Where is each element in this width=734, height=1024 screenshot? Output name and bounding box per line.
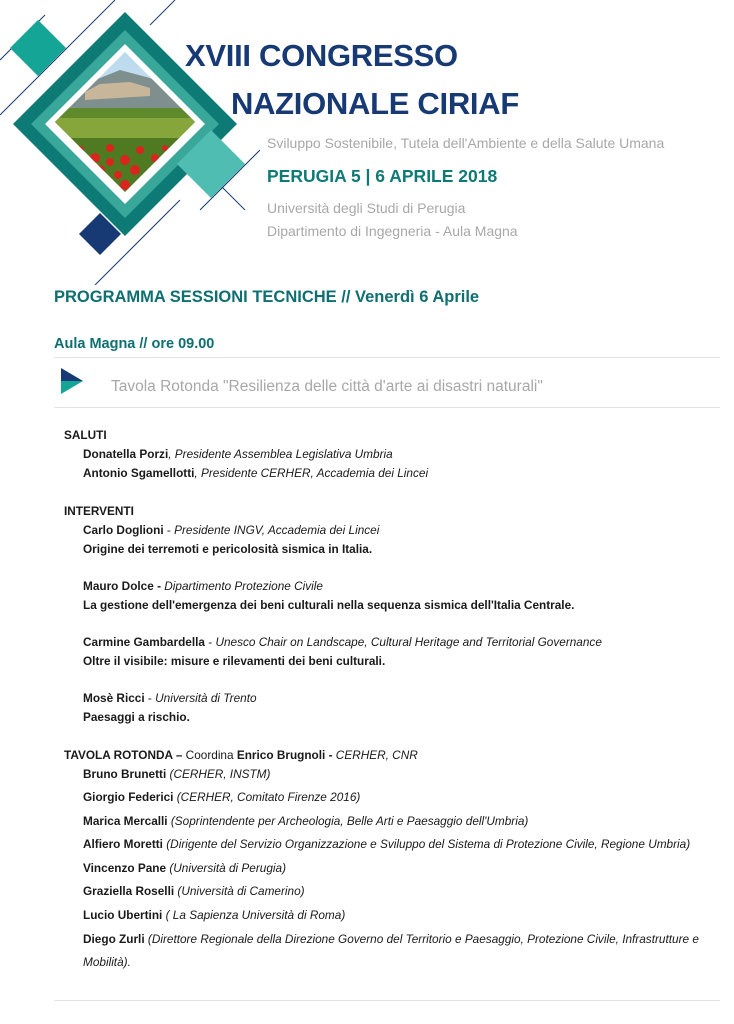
list-item: [83, 523, 379, 537]
talk-title: Origine dei terremoti e pericolosità sismica in Italia.: [83, 542, 373, 556]
separator: -: [204, 635, 216, 649]
list-item: [83, 884, 305, 898]
panelist-name: Marica Mercalli: [83, 814, 168, 828]
talk-title: Paesaggi a rischio.: [83, 710, 190, 724]
panelist-name: Diego Zurli: [83, 932, 145, 946]
list-item: [83, 908, 345, 922]
speaker-name: Mosè Ricci: [83, 691, 145, 705]
speaker-name: Antonio Sgamellotti: [83, 466, 195, 480]
separator: -: [163, 523, 175, 537]
talk-title: Oltre il visibile: misure e rilevamenti dei beni culturali.: [83, 654, 386, 668]
list-item: [83, 466, 428, 480]
panelist-name: Giorgio Federici: [83, 790, 174, 804]
list-item: [83, 861, 286, 875]
divider: [54, 407, 720, 408]
list-item: [83, 932, 699, 946]
coordinator-affiliation: CERHER, CNR: [332, 748, 418, 762]
play-triangle-icon: [61, 368, 83, 394]
tavola-heading: TAVOLA ROTONDA –: [64, 748, 183, 762]
coord-label: Coordina: [182, 748, 237, 762]
list-item: [83, 814, 528, 828]
list-item: [83, 790, 360, 804]
talk-title: La gestione dell'emergenza dei beni culturali nella sequenza sismica dell'Italia Centrale.: [83, 598, 575, 612]
congress-title-line2: NAZIONALE CIRIAF: [231, 86, 519, 121]
divider: [54, 357, 720, 358]
saluti-heading: SALUTI: [64, 428, 107, 442]
panelist-affiliation: (CERHER, INSTM): [166, 767, 271, 781]
speaker-affiliation: Dipartimento Protezione Civile: [164, 579, 323, 593]
panelist-affiliation: ( La Sapienza Università di Roma): [162, 908, 346, 922]
panelist-name: Alfiero Moretti: [83, 837, 163, 851]
panelist-affiliation-continued: Mobilità).: [83, 955, 131, 969]
separator: -: [153, 579, 165, 593]
list-item: [83, 579, 323, 593]
panelist-affiliation: (Università di Perugia): [166, 861, 287, 875]
panelist-affiliation: (CERHER, Comitato Firenze 2016): [173, 790, 361, 804]
speaker-name: Carlo Doglioni: [83, 523, 164, 537]
list-item: [83, 691, 257, 705]
list-item: [83, 837, 690, 851]
congress-subtitle: Sviluppo Sostenibile, Tutela dell'Ambiente e della Salute Umana: [267, 135, 665, 151]
panelist-affiliation: (Dirigente del Servizio Organizzazione e Sviluppo del Sistema di Protezione Civile, Regione Umbria): [162, 837, 691, 851]
congress-dates: PERUGIA 5 | 6 APRILE 2018: [267, 166, 498, 186]
speaker-name: Carmine Gambardella: [83, 635, 205, 649]
list-item: [83, 635, 602, 649]
panelist-name: Lucio Ubertini: [83, 908, 163, 922]
speaker-affiliation: Unesco Chair on Landscape, Cultural Heritage and Territorial Governance: [215, 635, 602, 649]
panelist-name: Graziella Roselli: [83, 884, 175, 898]
panelist-name: Vincenzo Pane: [83, 861, 167, 875]
round-table-title: Tavola Rotonda "Resilienza delle città d'arte ai disastri naturali": [111, 378, 543, 395]
separator: -: [144, 691, 156, 705]
panelist-affiliation: (Università di Camerino): [174, 884, 305, 898]
panelist-name: Bruno Brunetti: [83, 767, 167, 781]
speaker-role: , Presidente Assemblea Legislativa Umbria: [168, 447, 393, 461]
list-item: [83, 767, 270, 781]
interventi-heading: INTERVENTI: [64, 504, 134, 518]
panelist-affiliation: (Soprintendente per Archeologia, Belle Arti e Paesaggio dell'Umbria): [167, 814, 529, 828]
congress-title-line1: XVIII CONGRESSO: [185, 38, 458, 73]
panelist-affiliation: (Direttore Regionale della Direzione Governo del Territorio e Paesaggio, Protezione Civile, Infrastrutture e: [144, 932, 699, 946]
speaker-name: Donatella Porzi: [83, 447, 169, 461]
venue-department: Dipartimento di Ingegneria - Aula Magna: [267, 223, 518, 239]
program-heading: PROGRAMMA SESSIONI TECNICHE // Venerdì 6 Aprile: [54, 288, 480, 306]
speaker-role: , Presidente CERHER, Accademia dei Lincei: [194, 466, 429, 480]
coordinator-name: Enrico Brugnoli -: [236, 748, 333, 762]
venue-university: Università degli Studi di Perugia: [267, 200, 466, 216]
list-item: [83, 447, 393, 461]
speaker-affiliation: Università di Trento: [155, 691, 257, 705]
speaker-name: Mauro Dolce: [83, 579, 154, 593]
divider: [54, 1000, 720, 1001]
session-heading: Aula Magna // ore 09.00: [54, 336, 215, 352]
speaker-affiliation: Presidente INGV, Accademia dei Lincei: [174, 523, 380, 537]
tavola-heading-line: [64, 748, 418, 762]
